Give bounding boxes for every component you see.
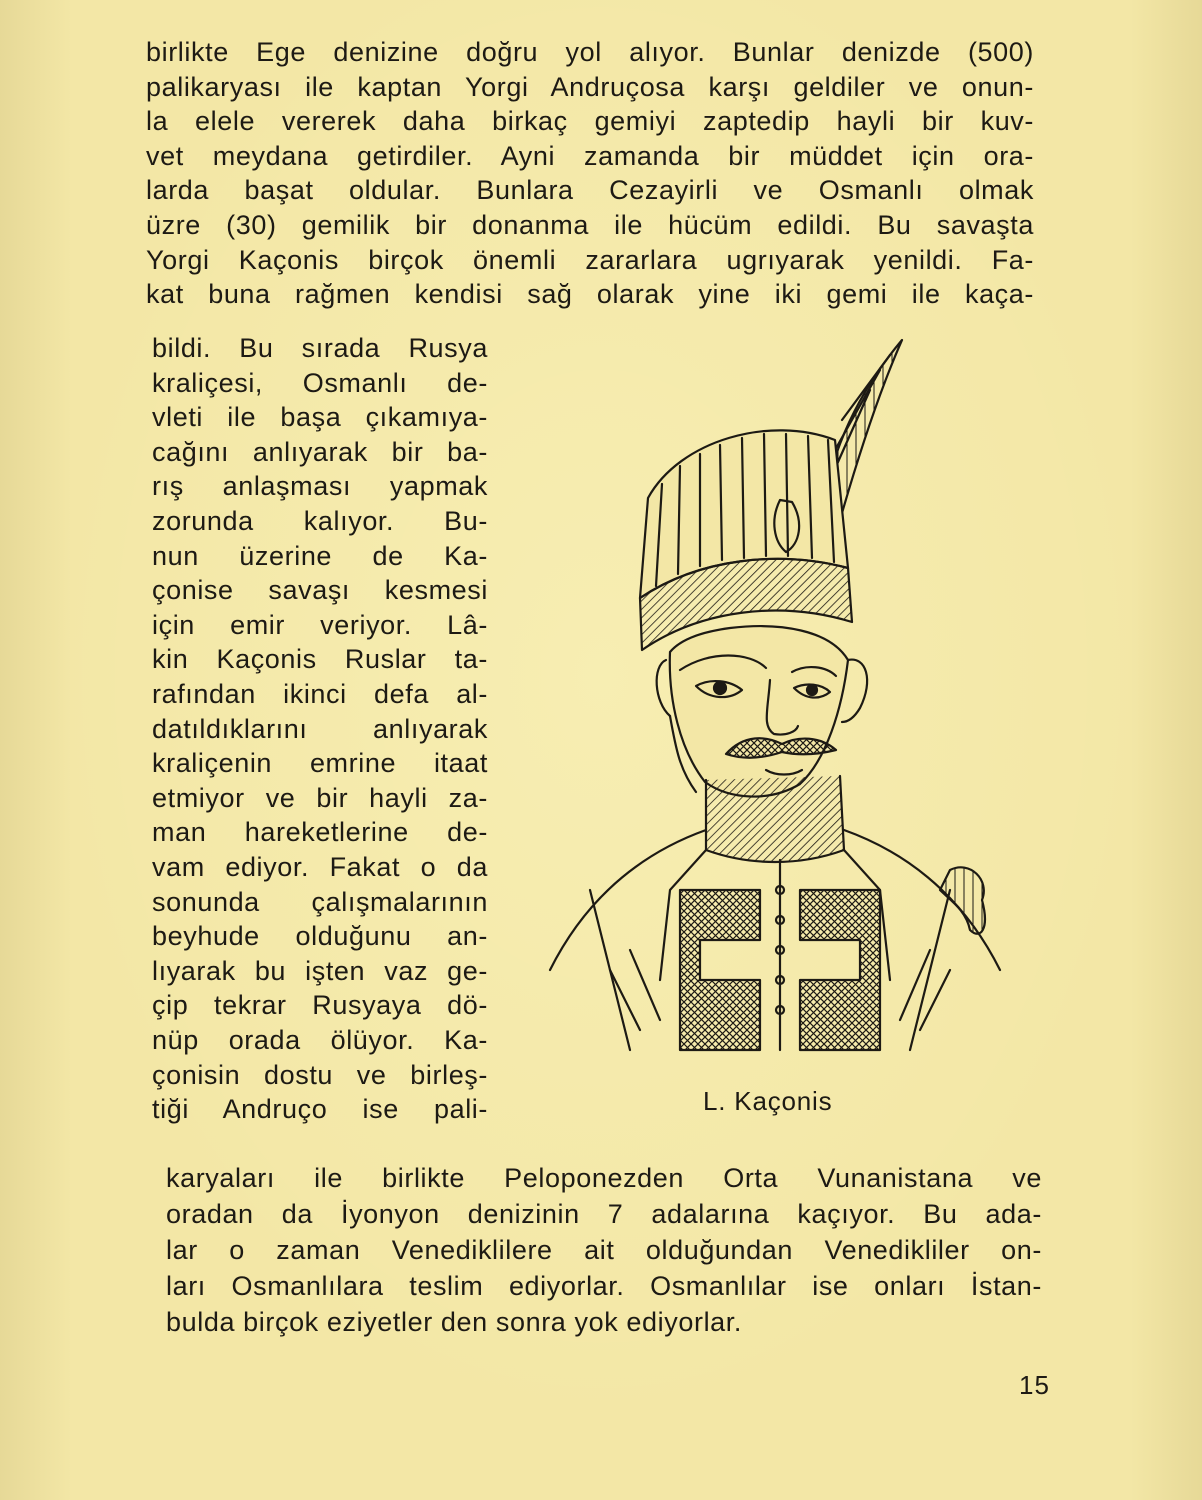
text-line: bildi. Bu sırada Rusya: [152, 333, 488, 363]
collar: [706, 776, 844, 862]
text-line: vleti ile başa çıkamıya-: [152, 402, 488, 433]
text-line: karyaları ile birlikte Peloponezden Orta Vunanistana ve: [166, 1163, 1042, 1193]
text-line: çonisin dostu ve birleş-: [152, 1059, 488, 1090]
text-line: kraliçesi, Osmanlı de-: [152, 367, 488, 398]
text-line: nun üzerine de Ka-: [152, 540, 488, 571]
text-line: kin Kaçonis Ruslar ta-: [152, 644, 488, 675]
text-line: la elele vererek daha birkaç gemiyi zaptedip hayli bir kuv-: [146, 106, 1034, 137]
text-line: lar o zaman Venediklilere ait olduğundan Venedikliler on-: [166, 1235, 1042, 1265]
text-line: tiği Andruço ise pali-: [152, 1094, 488, 1125]
text-line: vet meydana getirdiler. Ayni zamanda bir müddet için ora-: [146, 140, 1034, 171]
text-line: etmiyor ve bir hayli za-: [152, 782, 488, 813]
text-line: çip tekrar Rusyaya dö-: [152, 990, 488, 1021]
text-line: datıldıklarını anlıyarak: [152, 713, 488, 744]
text-line: bulda birçok eziyetler den sonra yok ediyorlar.: [166, 1307, 742, 1337]
text-line: ları Osmanlılara teslim ediyorlar. Osmanlılar ise onları İstan-: [166, 1271, 1042, 1301]
text-line: birlikte Ege denizine doğru yol alıyor. Bunlar denizde (500): [146, 37, 1034, 67]
text-line: beyhude olduğunu an-: [152, 921, 488, 952]
text-line: cağını anlıyarak bir ba-: [152, 436, 488, 467]
text-line: Yorgi Kaçonis birçok önemli zararlara ugrıyarak yenildi. Fa-: [146, 244, 1034, 275]
text-line: oradan da İyonyon denizinin 7 adalarına kaçıyor. Bu ada-: [166, 1199, 1042, 1229]
text-line: üzre (30) gemilik bir donanma ile hücüm edildi. Bu savaşta: [146, 210, 1034, 240]
text-line: palikaryası ile kaptan Yorgi Andruçosa karşı geldiler ve onun-: [146, 71, 1034, 102]
text-line: çonise savaşı kesmesi: [152, 575, 488, 606]
text-line: kraliçenin emrine itaat: [152, 748, 488, 779]
text-line: rış anlaşması yapmak: [152, 471, 488, 502]
frogging-left: [680, 890, 760, 1050]
face: [670, 626, 848, 796]
text-line: lıyarak bu işten vaz ge-: [152, 955, 488, 986]
text-line: için emir veriyor. Lâ-: [152, 609, 488, 640]
text-line: rafından ikinci defa al-: [152, 679, 488, 709]
illustration-caption: L. Kaçonis: [703, 1086, 833, 1116]
portrait-illustration: [530, 330, 1030, 1070]
text-line: kat buna rağmen kendisi sağ olarak yine iki gemi ile kaça-: [146, 279, 1034, 310]
text-line: nüp orada ölüyor. Ka-: [152, 1025, 488, 1055]
text-line: man hareketlerine de-: [152, 817, 488, 848]
text-line: zorunda kalıyor. Bu-: [152, 506, 488, 536]
text-line: sonunda çalışmalarının: [152, 886, 488, 917]
page-number: 15: [1019, 1370, 1050, 1400]
frogging-right: [800, 890, 880, 1050]
text-line: larda başat oldular. Bunlara Cezayirli ve Osmanlı olmak: [146, 175, 1034, 206]
text-line: vam ediyor. Fakat o da: [152, 852, 488, 882]
